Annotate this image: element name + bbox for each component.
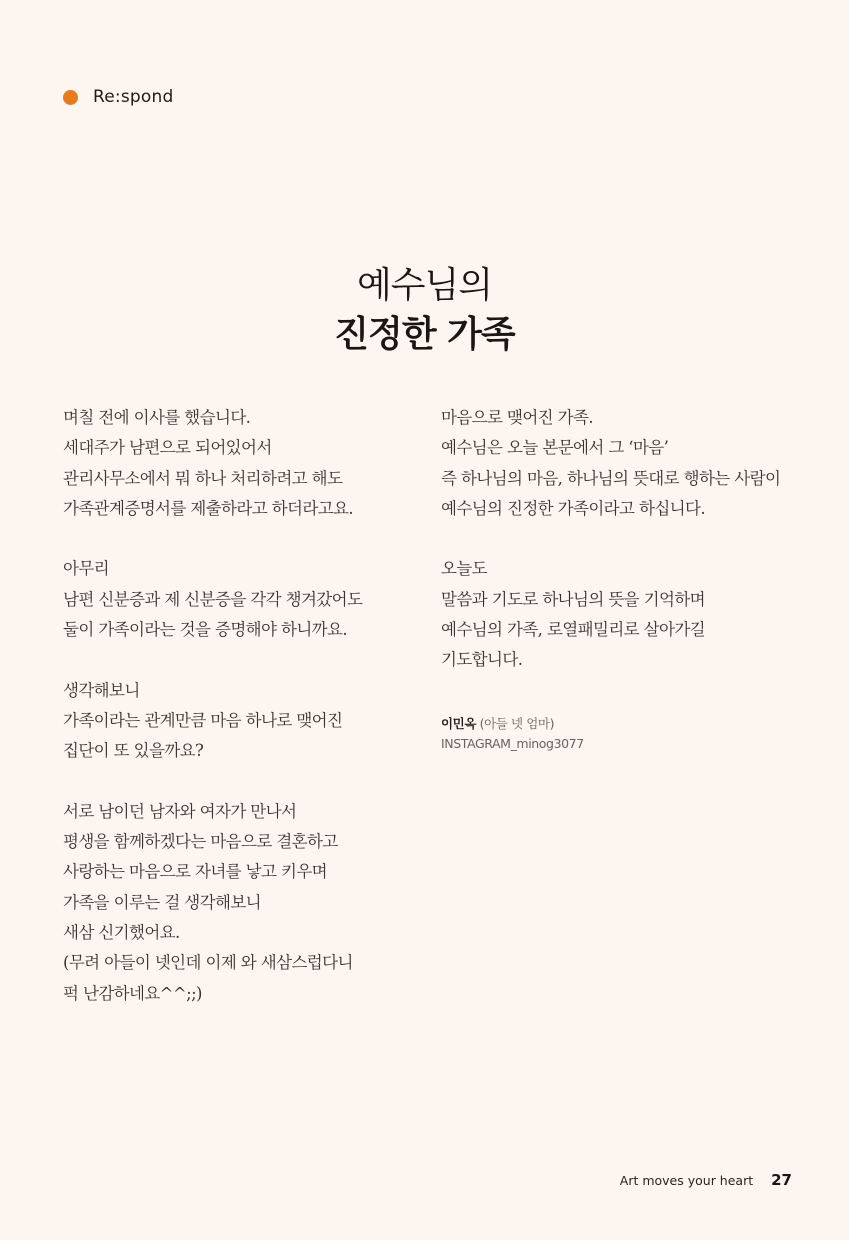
footer-tagline: Art moves your heart <box>619 1173 754 1188</box>
page-number: 27 <box>771 1171 792 1189</box>
section-tag <box>63 86 173 108</box>
text-line: 가족을 이루는 걸 생각해보니 <box>63 892 262 912</box>
title-line-2: 진정한 가족 <box>334 314 515 355</box>
paragraph <box>441 554 801 675</box>
text-line: 남편 신분증과 제 신분증을 각각 챙겨갔어도 <box>63 589 363 609</box>
text-line: 관리사무소에서 뭐 하나 처리하려고 해도 <box>63 468 343 488</box>
text-line: 아무리 <box>63 559 110 579</box>
paragraph <box>63 554 423 645</box>
text-line: 기도합니다. <box>441 650 523 670</box>
author-role: (아들 넷 엄마) <box>479 716 555 731</box>
text-line: 예수님의 진정한 가족이라고 하십니다. <box>441 498 706 518</box>
paragraph <box>63 403 423 524</box>
text-line: (무려 아들이 넷인데 이제 와 새삼스럽다니 <box>63 953 353 973</box>
paragraph <box>441 403 801 524</box>
title-line-1: 예수님의 <box>356 265 493 306</box>
text-line: 며칠 전에 이사를 했습니다. <box>63 408 251 427</box>
text-line: 생각해보니 <box>63 680 140 700</box>
text-line: 사랑하는 마음으로 자녀를 낳고 키우며 <box>63 862 328 882</box>
text-line: 마음으로 맺어진 가족. <box>441 408 593 427</box>
paragraph <box>63 797 423 1009</box>
text-line: 둘이 가족이라는 것을 증명해야 하니까요. <box>63 620 347 640</box>
text-line: 가족관계증명서를 제출하라고 하더라고요. <box>63 498 354 518</box>
paragraph <box>63 676 423 767</box>
text-line: 예수님은 오늘 본문에서 그 ‘마음’ <box>441 438 669 458</box>
section-label: Re:spond <box>93 87 174 107</box>
author-name: 이민옥 <box>441 716 477 731</box>
text-line: 즉 하나님의 마음, 하나님의 뜻대로 행하는 사람이 <box>441 468 781 488</box>
text-line: 가족이라는 관계만큼 마음 하나로 맺어진 <box>63 710 343 730</box>
text-line: 말씀과 기도로 하나님의 뜻을 기억하며 <box>441 589 706 609</box>
orange-dot-icon <box>63 90 78 105</box>
text-line: 예수님의 가족, 로열패밀리로 살아가길 <box>441 620 706 640</box>
text-line: 오늘도 <box>441 559 488 579</box>
author-instagram: INSTAGRAM_minog3077 <box>441 736 584 751</box>
page-footer <box>620 1171 792 1189</box>
article-title <box>0 262 849 360</box>
text-line: 집단이 또 있을까요? <box>63 741 204 761</box>
text-line: 새삼 신기했어요. <box>63 923 180 943</box>
author-credit <box>441 714 584 754</box>
text-line: 세대주가 남편으로 되어있어서 <box>63 438 272 458</box>
text-line: 서로 남이던 남자와 여자가 만나서 <box>63 801 297 821</box>
right-column <box>441 403 801 706</box>
text-line: 평생을 함께하겠다는 마음으로 결혼하고 <box>63 832 338 852</box>
text-line: 퍽 난감하네요^^;;) <box>63 983 202 1003</box>
left-column <box>63 403 423 1039</box>
